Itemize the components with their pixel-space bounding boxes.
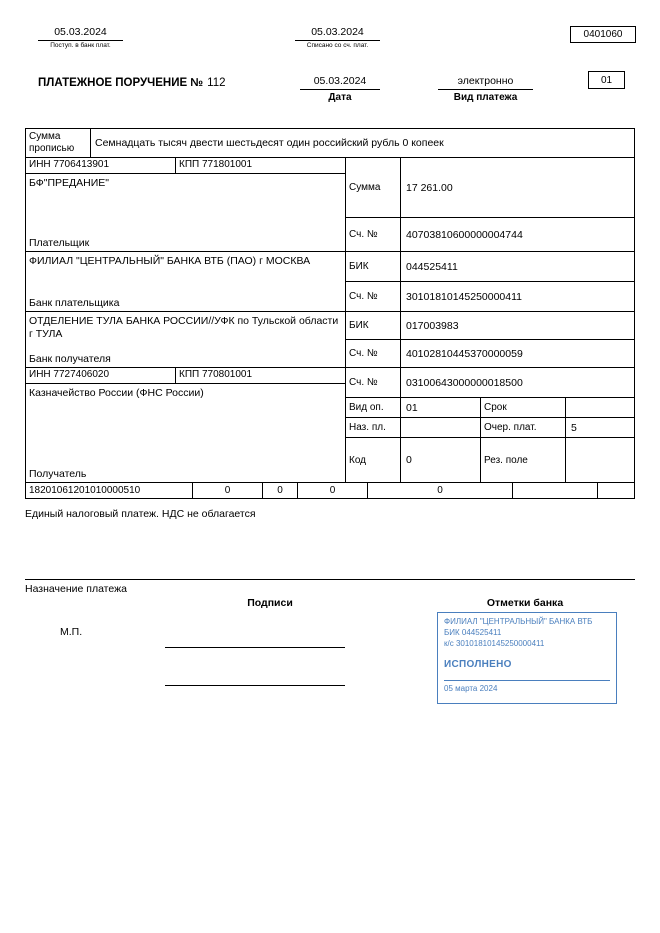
received-date-group xyxy=(38,26,123,49)
purpose-code-row xyxy=(346,418,634,438)
beneficiary-block xyxy=(26,384,345,482)
stamp-bank-name: ФИЛИАЛ "ЦЕНТРАЛЬНЫЙ" БАНКА ВТБ xyxy=(444,617,593,626)
payer-bank-name: ФИЛИАЛ "ЦЕНТРАЛЬНЫЙ" БАНКА ВТБ (ПАО) г МОСКВА xyxy=(29,255,311,267)
debited-date: 05.03.2024 xyxy=(295,26,380,41)
amount-in-words-value: Семнадцать тысяч двести шестьдесят один российский рубль 0 копеек xyxy=(95,137,444,149)
amount-label: Сумма xyxy=(346,158,401,217)
document-title xyxy=(38,77,226,89)
signatures-label: Подписи xyxy=(247,597,293,609)
beneficiary-inn: ИНН 7727406020 xyxy=(26,368,176,383)
tax-field-kbk: 18201061201010000510 xyxy=(26,483,193,498)
amount-value: 17 261.00 xyxy=(406,181,453,194)
bank-marks-label: Отметки банка xyxy=(486,597,564,609)
payer-bank-block xyxy=(26,252,345,312)
code-row xyxy=(346,438,634,482)
beneficiary-label: Получатель xyxy=(29,468,87,480)
payer-label: Плательщик xyxy=(29,237,90,249)
beneficiary-bank-account-value: 40102810445370000059 xyxy=(406,347,523,360)
code-value: 0 xyxy=(401,438,481,482)
amount-in-words-label: Сумма прописью xyxy=(26,129,91,157)
payer-inn-row xyxy=(26,158,345,174)
payer-bank-account-value: 30101810145250000411 xyxy=(406,290,523,303)
payment-kind-label: Вид платежа xyxy=(453,92,518,103)
beneficiary-bank-block xyxy=(26,312,345,368)
beneficiary-account-value: 03100643000000018500 xyxy=(406,376,523,389)
payer-block xyxy=(26,174,345,252)
stamp-corr-account: к/с 30101810145250000411 xyxy=(444,638,545,648)
payer-bank-bik-value: 044525411 xyxy=(406,260,458,273)
op-type-label: Вид оп. xyxy=(346,398,401,417)
code-label: Код xyxy=(346,438,401,482)
beneficiary-bank-bik-value: 017003983 xyxy=(406,319,459,332)
payment-purpose-label: Назначение платежа xyxy=(25,583,127,595)
received-date-label: Поступ. в банк плат. xyxy=(50,42,111,49)
amount-row xyxy=(346,158,634,218)
beneficiary-account-row xyxy=(346,368,634,398)
payer-account-label: Сч. № xyxy=(346,218,401,251)
tax-field-basis: 0 xyxy=(263,483,298,498)
tax-fields-row xyxy=(25,483,635,499)
tax-field-doc-number: 0 xyxy=(368,483,513,498)
payer-kpp: КПП 771801001 xyxy=(179,159,253,170)
payment-kind-group xyxy=(438,75,533,103)
priority-label: Очер. плат. xyxy=(481,418,566,437)
op-type-row xyxy=(346,398,634,418)
signature-line-2 xyxy=(165,672,345,686)
payer-bank-bik-row xyxy=(346,252,634,282)
status-code-box: 01 xyxy=(588,71,625,89)
term-label: Срок xyxy=(481,398,566,417)
debited-date-group xyxy=(295,26,380,49)
stamp-date: 05 марта 2024 xyxy=(444,680,610,695)
requisites-column xyxy=(346,158,634,482)
payer-name: БФ"ПРЕДАНИЕ" xyxy=(29,177,110,189)
beneficiary-bank-account-row xyxy=(346,340,634,368)
document-number: 112 xyxy=(207,77,226,89)
mp-label: М.П. xyxy=(60,626,83,638)
payer-account-value: 40703810600000004744 xyxy=(406,228,523,241)
payment-kind-value: электронно xyxy=(438,75,533,90)
reserve-value xyxy=(566,438,634,482)
payer-bank-label: Банк плательщика xyxy=(29,297,120,309)
purpose-code-label: Наз. пл. xyxy=(346,418,401,437)
purpose-code-value xyxy=(401,418,481,437)
tax-field-type xyxy=(598,483,634,498)
tax-field-oktmo: 0 xyxy=(193,483,263,498)
document-date-group xyxy=(300,75,380,103)
payer-bank-bik-label: БИК xyxy=(346,252,401,281)
tax-field-doc-date xyxy=(513,483,598,498)
term-value xyxy=(566,398,634,417)
beneficiary-bank-account-label: Сч. № xyxy=(346,340,401,367)
beneficiary-bank-bik-row xyxy=(346,312,634,340)
beneficiary-kpp: КПП 770801001 xyxy=(179,369,253,380)
beneficiary-account-label: Сч. № xyxy=(346,368,401,397)
priority-value: 5 xyxy=(571,421,577,434)
payment-form-table xyxy=(25,128,635,520)
reserve-label: Рез. поле xyxy=(481,438,566,482)
parties-column xyxy=(26,158,346,482)
debited-date-label: Списано со сч. плат. xyxy=(306,42,369,49)
beneficiary-name: Казначейство России (ФНС России) xyxy=(29,387,204,399)
beneficiary-bank-bik-label: БИК xyxy=(346,312,401,339)
beneficiary-inn-row xyxy=(26,368,345,384)
tax-field-period: 0 xyxy=(298,483,368,498)
stamp-status: ИСПОЛНЕНО xyxy=(444,659,512,671)
bank-stamp xyxy=(437,612,617,704)
payment-purpose-text: Единый налоговый платеж. НДС не облагается xyxy=(25,508,256,520)
payer-bank-account-row xyxy=(346,282,634,312)
beneficiary-bank-name: ОТДЕЛЕНИЕ ТУЛА БАНКА РОССИИ//УФК по Тульской области г ТУЛА xyxy=(29,315,339,341)
payer-bank-account-label: Сч. № xyxy=(346,282,401,311)
payment-purpose-section xyxy=(25,579,635,595)
beneficiary-bank-label: Банк получателя xyxy=(29,353,111,365)
op-type-value: 01 xyxy=(401,398,481,417)
payer-inn: ИНН 7706413901 xyxy=(26,158,176,173)
amount-in-words-row xyxy=(26,129,634,158)
document-title-text: ПЛАТЕЖНОЕ ПОРУЧЕНИЕ № xyxy=(38,77,204,89)
payer-account-row xyxy=(346,218,634,252)
stamp-bik: БИК 044525411 xyxy=(444,627,502,637)
received-date: 05.03.2024 xyxy=(38,26,123,41)
form-code-box: 0401060 xyxy=(570,26,636,43)
document-date-label: Дата xyxy=(328,92,352,103)
document-date: 05.03.2024 xyxy=(300,75,380,90)
signature-line-1 xyxy=(165,634,345,648)
